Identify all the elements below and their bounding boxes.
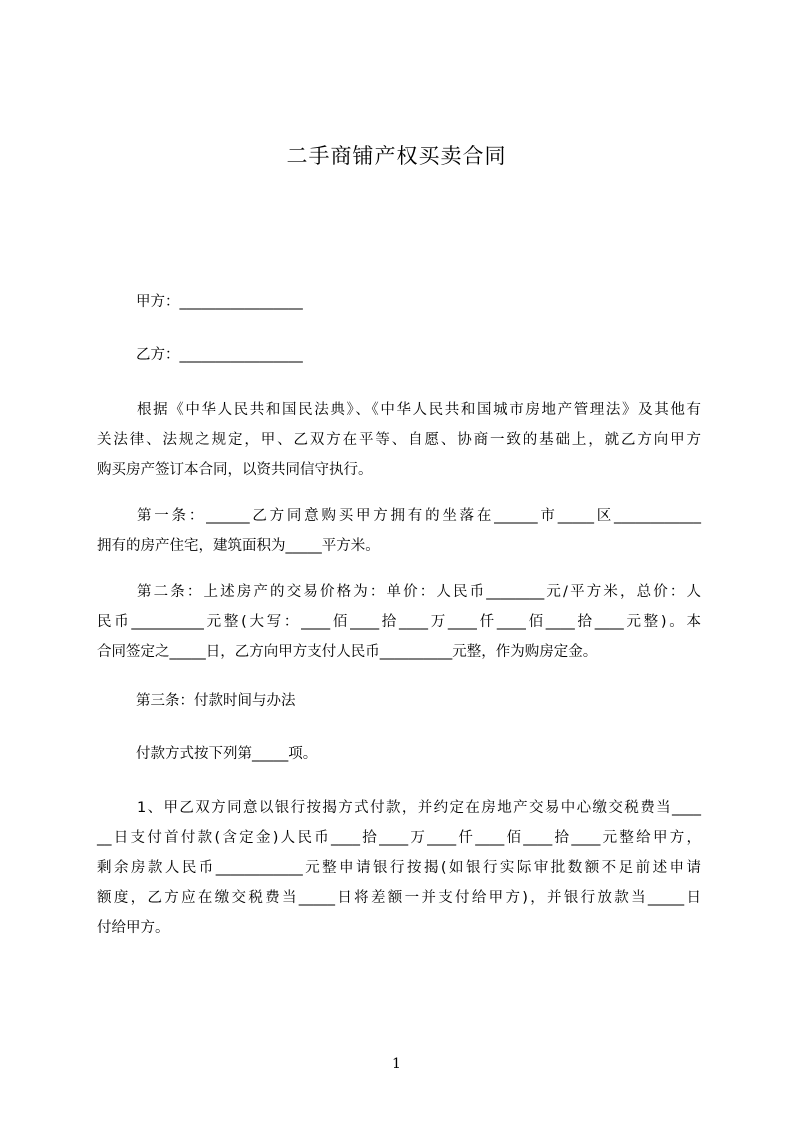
page-number: 1 (392, 1056, 401, 1072)
article-3-title: 第三条：付款时间与办法 (136, 693, 296, 709)
party-a-line: 甲方：_________________ (136, 294, 303, 310)
item-1-line: __日支付首付款(含定金)人民币____拾____万____仟____佰____拾____元整给甲方， (97, 830, 701, 846)
article-2-paragraph (97, 577, 701, 667)
article-2-line: 第二条：上述房产的交易价格为：单价：人民币________元/平方米，总价：人 (137, 584, 701, 600)
item-1-line: 1、甲乙双方同意以银行按揭方式付款，并约定在房地产交易中心缴交税费当____ (137, 800, 701, 816)
preamble-line: 根据《中华人民共和国民法典》、《中华人民共和国城市房地产管理法》及其他有 (137, 402, 701, 418)
preamble-line: 购买房产签订本合同，以资共同信守执行。 (97, 462, 373, 478)
item-1-paragraph (97, 793, 701, 943)
item-1-line: 剩余房款人民币____________元整申请银行按揭(如银行实际审批数额不足前述申请 (97, 860, 701, 876)
preamble-line: 关法律、法规之规定，甲、乙双方在平等、自愿、协商一致的基础上，就乙方向甲方 (97, 432, 701, 448)
article-2-line: 民币__________元整(大写：____佰____拾____万____仟____佰____拾____元整)。本 (97, 614, 701, 630)
item-1-line: 付给甲方。 (97, 920, 170, 936)
preamble-paragraph (97, 395, 701, 485)
article-1-line: 拥有的房产住宅，建筑面积为_____平方米。 (97, 538, 380, 554)
document-title: 二手商铺产权买卖合同 (286, 144, 507, 168)
article-2-line: 合同签定之_____日，乙方向甲方支付人民币__________元整，作为购房定金。 (97, 644, 598, 660)
article-1-line: 第一条：______乙方同意购买甲方拥有的坐落在______市_____区____________ (137, 508, 701, 524)
payment-method-line: 付款方式按下列第_____项。 (136, 746, 318, 762)
item-1-line: 额度，乙方应在缴交税费当_____日将差额一并支付给甲方)，并银行放款当_____日 (97, 890, 701, 906)
article-1-paragraph (97, 501, 701, 561)
party-b-line: 乙方：_________________ (136, 347, 303, 363)
